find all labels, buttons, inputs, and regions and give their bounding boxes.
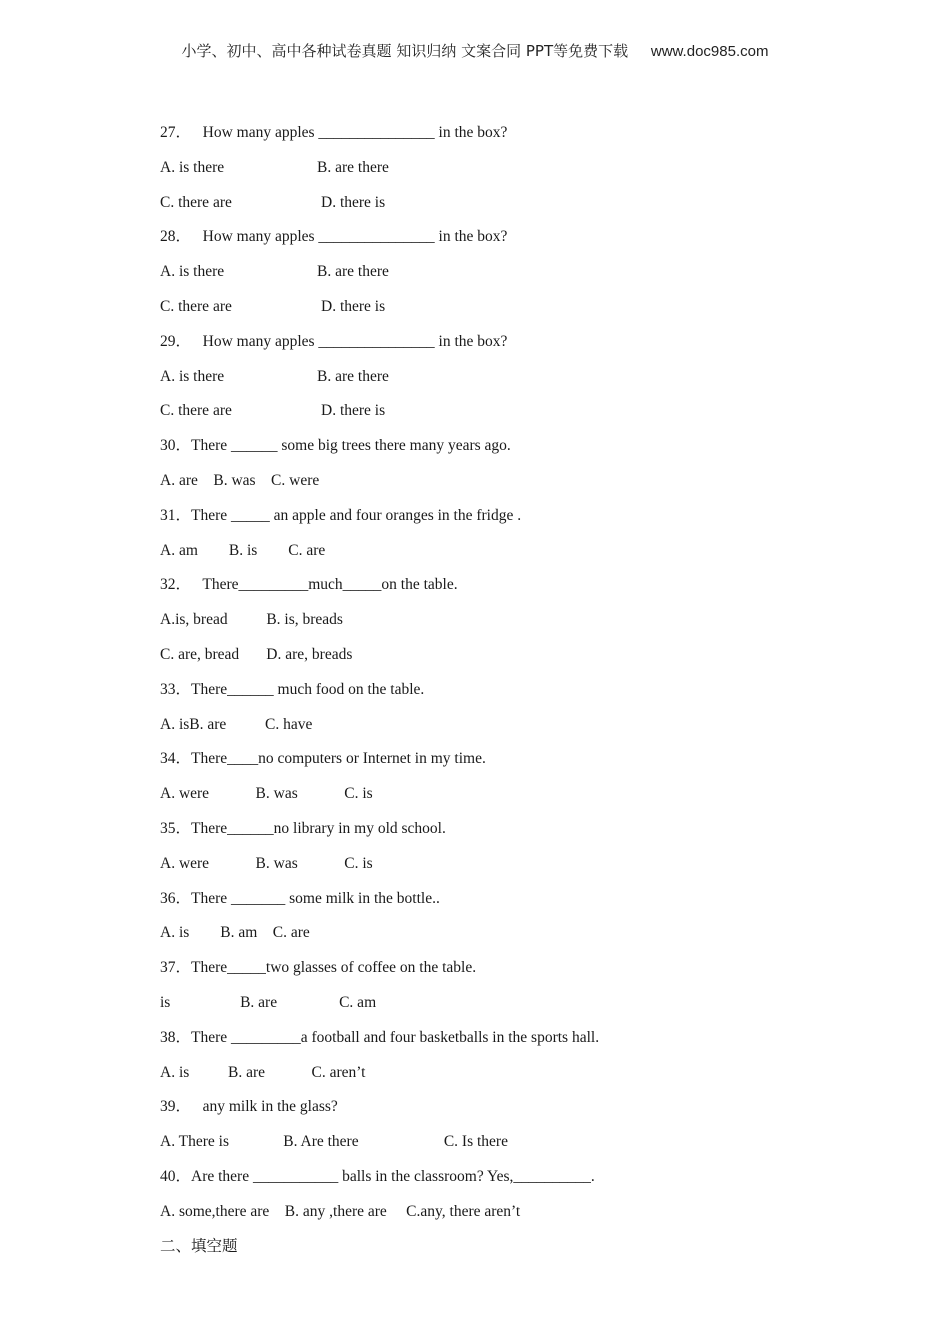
question-27: 27． How many apples _______________ in the box? [160,124,508,141]
question-36: 36．There _______ some milk in the bottle.. [160,889,440,907]
question-32-options-b: C. are, bread D. are, breads [160,645,353,663]
header-site: www.doc985.com [650,43,769,60]
question-40: 40．Are there ___________ balls in the classroom? Yes,__________. [160,1167,595,1185]
question-37: 37．There_____two glasses of coffee on the table. [160,959,477,977]
option: C. there are [160,193,232,211]
option: B. are there [317,367,389,385]
question-28: 28． How many apples _______________ in the box? [160,228,508,246]
question-38-options: A. is B. are C. aren’t [160,1063,366,1081]
option: D. there is [321,193,386,211]
option: C. there are [160,402,232,420]
question-29-options-b [160,398,860,433]
question-35-options: A. were B. was C. is [160,854,373,872]
question-38: 38．There _________a football and four basketballs in the sports hall. [160,1028,600,1046]
question-35: 35．There______no library in my old school. [160,819,446,837]
option: B. are there [317,158,389,176]
question-39: 39． any milk in the glass? [160,1098,338,1116]
question-32: 32． There_________much_____on the table. [160,576,458,594]
option: A. is there [160,367,225,385]
option: A. is there [160,158,225,176]
question-29: 29． How many apples _______________ in the box? [160,332,508,350]
question-30-options: A. are B. was C. were [160,471,320,489]
option: D. there is [321,402,386,420]
question-27-options-b [160,190,860,225]
question-32-options-a: A.is, bread B. is, breads [160,611,343,629]
question-27-options-a [160,155,860,190]
question-31-options: A. am B. is C. are [160,541,326,559]
question-34: 34．There____no computers or Internet in my time. [160,750,486,768]
section-heading: 二、填空题 [160,1237,238,1255]
option: A. is there [160,263,225,281]
header-text: 小学、初中、高中各种试卷真题 知识归纳 文案合同 PPT等免费下载 [181,42,629,60]
question-37-options: is B. are C. am [160,993,377,1011]
page-header [0,40,950,61]
question-33-options: A. isB. are C. have [160,715,313,733]
question-29-options-a [160,364,860,399]
question-36-options: A. is B. am C. are [160,924,310,942]
question-30: 30．There ______ some big trees there many years ago. [160,437,511,455]
question-39-options: A. There is B. Are there C. Is there [160,1133,508,1151]
question-list [160,120,860,1268]
option: D. there is [321,297,386,315]
question-40-options: A. some,there are B. any ,there are C.any, there aren’t [160,1202,521,1220]
question-34-options: A. were B. was C. is [160,785,373,803]
question-28-options-a [160,259,860,294]
option: C. there are [160,297,232,315]
question-28-options-b [160,294,860,329]
option: B. are there [317,263,389,281]
question-33: 33．There______ much food on the table. [160,680,425,698]
question-31: 31．There _____ an apple and four oranges in the fridge . [160,506,522,524]
